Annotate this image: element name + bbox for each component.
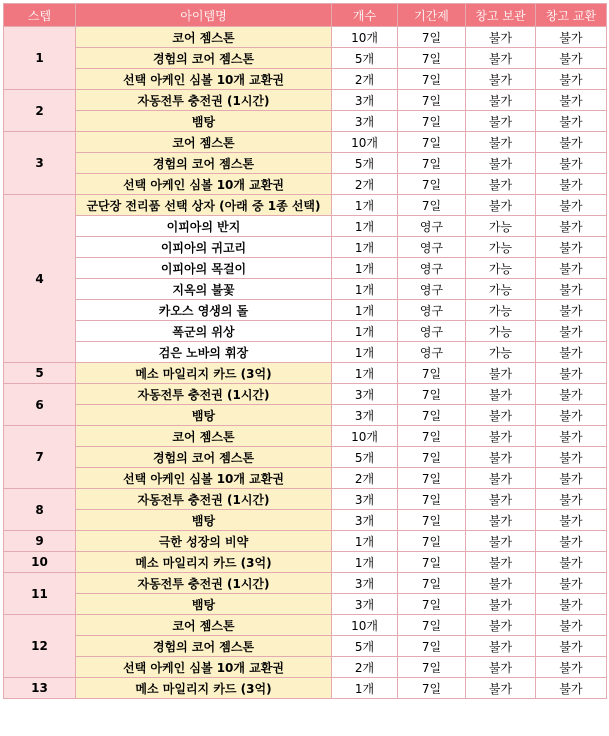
item-name-cell: 코어 젬스톤 xyxy=(76,615,332,636)
exchange-cell: 불가 xyxy=(536,216,607,237)
reward-table xyxy=(3,3,607,699)
storage-cell: 불가 xyxy=(466,405,536,426)
count-cell: 3개 xyxy=(332,111,398,132)
table-row xyxy=(4,489,607,510)
item-name-cell: 뱀탕 xyxy=(76,111,332,132)
item-name-cell: 선택 아케인 심볼 10개 교환권 xyxy=(76,468,332,489)
exchange-cell: 불가 xyxy=(536,258,607,279)
storage-cell: 불가 xyxy=(466,510,536,531)
storage-cell: 가능 xyxy=(466,321,536,342)
item-name-cell: 경험의 코어 젬스톤 xyxy=(76,48,332,69)
period-cell: 영구 xyxy=(398,279,466,300)
storage-cell: 불가 xyxy=(466,531,536,552)
step-number-cell: 12 xyxy=(4,615,76,678)
exchange-cell: 불가 xyxy=(536,48,607,69)
count-cell: 3개 xyxy=(332,573,398,594)
item-name-cell: 코어 젬스톤 xyxy=(76,132,332,153)
table-row xyxy=(4,132,607,153)
period-cell: 7일 xyxy=(398,90,466,111)
item-name-cell: 지옥의 불꽃 xyxy=(76,279,332,300)
item-name-cell: 선택 아케인 심볼 10개 교환권 xyxy=(76,657,332,678)
storage-cell: 가능 xyxy=(466,279,536,300)
count-cell: 3개 xyxy=(332,405,398,426)
step-number-cell: 9 xyxy=(4,531,76,552)
step-number-cell: 11 xyxy=(4,573,76,615)
item-name-cell: 극한 성장의 비약 xyxy=(76,531,332,552)
exchange-cell: 불가 xyxy=(536,594,607,615)
exchange-cell: 불가 xyxy=(536,405,607,426)
storage-cell: 불가 xyxy=(466,426,536,447)
exchange-cell: 불가 xyxy=(536,300,607,321)
period-cell: 7일 xyxy=(398,636,466,657)
count-cell: 1개 xyxy=(332,258,398,279)
count-cell: 10개 xyxy=(332,426,398,447)
item-name-cell: 경험의 코어 젬스톤 xyxy=(76,447,332,468)
period-cell: 7일 xyxy=(398,594,466,615)
item-name-cell: 검은 노바의 휘장 xyxy=(76,342,332,363)
period-cell: 7일 xyxy=(398,405,466,426)
count-cell: 1개 xyxy=(332,237,398,258)
period-cell: 7일 xyxy=(398,48,466,69)
exchange-cell: 불가 xyxy=(536,279,607,300)
exchange-cell: 불가 xyxy=(536,531,607,552)
storage-cell: 불가 xyxy=(466,195,536,216)
period-cell: 7일 xyxy=(398,552,466,573)
table-row xyxy=(4,678,607,699)
item-name-cell: 자동전투 충전권 (1시간) xyxy=(76,573,332,594)
storage-cell: 불가 xyxy=(466,552,536,573)
item-name-cell: 자동전투 충전권 (1시간) xyxy=(76,384,332,405)
table-row xyxy=(4,195,607,216)
period-cell: 7일 xyxy=(398,510,466,531)
table-row xyxy=(4,405,607,426)
storage-cell: 가능 xyxy=(466,258,536,279)
table-row xyxy=(4,426,607,447)
period-cell: 7일 xyxy=(398,426,466,447)
count-cell: 5개 xyxy=(332,636,398,657)
period-cell: 7일 xyxy=(398,153,466,174)
item-name-cell: 코어 젬스톤 xyxy=(76,426,332,447)
period-cell: 영구 xyxy=(398,342,466,363)
storage-cell: 불가 xyxy=(466,615,536,636)
table-row xyxy=(4,573,607,594)
item-name-cell: 자동전투 충전권 (1시간) xyxy=(76,489,332,510)
item-name-cell: 경험의 코어 젬스톤 xyxy=(76,153,332,174)
table-row xyxy=(4,111,607,132)
count-cell: 1개 xyxy=(332,342,398,363)
period-cell: 7일 xyxy=(398,111,466,132)
exchange-cell: 불가 xyxy=(536,174,607,195)
exchange-cell: 불가 xyxy=(536,363,607,384)
step-number-cell: 1 xyxy=(4,27,76,90)
header-storage: 창고 보관 xyxy=(466,4,536,27)
exchange-cell: 불가 xyxy=(536,111,607,132)
period-cell: 영구 xyxy=(398,258,466,279)
exchange-cell: 불가 xyxy=(536,153,607,174)
storage-cell: 불가 xyxy=(466,384,536,405)
exchange-cell: 불가 xyxy=(536,510,607,531)
exchange-cell: 불가 xyxy=(536,321,607,342)
table-row xyxy=(4,279,607,300)
exchange-cell: 불가 xyxy=(536,132,607,153)
exchange-cell: 불가 xyxy=(536,678,607,699)
table-row xyxy=(4,531,607,552)
step-number-cell: 3 xyxy=(4,132,76,195)
table-row xyxy=(4,615,607,636)
item-name-cell: 코어 젬스톤 xyxy=(76,27,332,48)
header-item-name: 아이템명 xyxy=(76,4,332,27)
exchange-cell: 불가 xyxy=(536,573,607,594)
item-name-cell: 뱀탕 xyxy=(76,510,332,531)
period-cell: 영구 xyxy=(398,237,466,258)
table-row xyxy=(4,258,607,279)
storage-cell: 불가 xyxy=(466,48,536,69)
table-row xyxy=(4,174,607,195)
period-cell: 7일 xyxy=(398,363,466,384)
table-row xyxy=(4,636,607,657)
period-cell: 7일 xyxy=(398,174,466,195)
table-row xyxy=(4,27,607,48)
item-name-cell: 메소 마일리지 카드 (3억) xyxy=(76,552,332,573)
table-row xyxy=(4,90,607,111)
table-row xyxy=(4,510,607,531)
count-cell: 2개 xyxy=(332,468,398,489)
exchange-cell: 불가 xyxy=(536,426,607,447)
period-cell: 7일 xyxy=(398,657,466,678)
count-cell: 2개 xyxy=(332,657,398,678)
item-name-cell: 뱀탕 xyxy=(76,405,332,426)
table-row xyxy=(4,447,607,468)
count-cell: 10개 xyxy=(332,132,398,153)
step-number-cell: 4 xyxy=(4,195,76,363)
exchange-cell: 불가 xyxy=(536,615,607,636)
count-cell: 1개 xyxy=(332,321,398,342)
storage-cell: 불가 xyxy=(466,27,536,48)
item-name-cell: 자동전투 충전권 (1시간) xyxy=(76,90,332,111)
storage-cell: 불가 xyxy=(466,69,536,90)
storage-cell: 가능 xyxy=(466,342,536,363)
header-row xyxy=(4,4,607,27)
header-step: 스텝 xyxy=(4,4,76,27)
count-cell: 3개 xyxy=(332,90,398,111)
exchange-cell: 불가 xyxy=(536,489,607,510)
period-cell: 7일 xyxy=(398,69,466,90)
storage-cell: 불가 xyxy=(466,636,536,657)
period-cell: 7일 xyxy=(398,27,466,48)
count-cell: 2개 xyxy=(332,174,398,195)
item-name-cell: 군단장 전리품 선택 상자 (아래 중 1종 선택) xyxy=(76,195,332,216)
item-name-cell: 카오스 영생의 돌 xyxy=(76,300,332,321)
count-cell: 10개 xyxy=(332,615,398,636)
item-name-cell: 이피아의 귀고리 xyxy=(76,237,332,258)
item-name-cell: 경험의 코어 젬스톤 xyxy=(76,636,332,657)
exchange-cell: 불가 xyxy=(536,657,607,678)
table-row xyxy=(4,69,607,90)
table-row xyxy=(4,300,607,321)
count-cell: 2개 xyxy=(332,69,398,90)
header-exchange: 창고 교환 xyxy=(536,4,607,27)
step-number-cell: 7 xyxy=(4,426,76,489)
item-name-cell: 이피아의 반지 xyxy=(76,216,332,237)
table-row xyxy=(4,657,607,678)
storage-cell: 가능 xyxy=(466,300,536,321)
count-cell: 5개 xyxy=(332,447,398,468)
exchange-cell: 불가 xyxy=(536,447,607,468)
exchange-cell: 불가 xyxy=(536,195,607,216)
item-name-cell: 선택 아케인 심볼 10개 교환권 xyxy=(76,174,332,195)
storage-cell: 불가 xyxy=(466,447,536,468)
period-cell: 7일 xyxy=(398,573,466,594)
count-cell: 1개 xyxy=(332,195,398,216)
table-row xyxy=(4,237,607,258)
table-row xyxy=(4,216,607,237)
count-cell: 1개 xyxy=(332,552,398,573)
table-row xyxy=(4,342,607,363)
item-name-cell: 폭군의 위상 xyxy=(76,321,332,342)
header-period: 기간제 xyxy=(398,4,466,27)
count-cell: 10개 xyxy=(332,27,398,48)
storage-cell: 불가 xyxy=(466,468,536,489)
item-name-cell: 메소 마일리지 카드 (3억) xyxy=(76,678,332,699)
period-cell: 7일 xyxy=(398,468,466,489)
period-cell: 영구 xyxy=(398,321,466,342)
count-cell: 1개 xyxy=(332,300,398,321)
table-row xyxy=(4,153,607,174)
table-row xyxy=(4,594,607,615)
storage-cell: 불가 xyxy=(466,111,536,132)
count-cell: 1개 xyxy=(332,279,398,300)
storage-cell: 불가 xyxy=(466,678,536,699)
header-count: 개수 xyxy=(332,4,398,27)
period-cell: 영구 xyxy=(398,216,466,237)
storage-cell: 가능 xyxy=(466,216,536,237)
period-cell: 7일 xyxy=(398,678,466,699)
exchange-cell: 불가 xyxy=(536,552,607,573)
table-row xyxy=(4,468,607,489)
count-cell: 1개 xyxy=(332,678,398,699)
item-name-cell: 뱀탕 xyxy=(76,594,332,615)
storage-cell: 불가 xyxy=(466,594,536,615)
storage-cell: 불가 xyxy=(466,174,536,195)
step-number-cell: 5 xyxy=(4,363,76,384)
count-cell: 3개 xyxy=(332,489,398,510)
count-cell: 5개 xyxy=(332,48,398,69)
period-cell: 7일 xyxy=(398,384,466,405)
exchange-cell: 불가 xyxy=(536,384,607,405)
storage-cell: 가능 xyxy=(466,237,536,258)
step-number-cell: 2 xyxy=(4,90,76,132)
count-cell: 5개 xyxy=(332,153,398,174)
storage-cell: 불가 xyxy=(466,90,536,111)
storage-cell: 불가 xyxy=(466,363,536,384)
storage-cell: 불가 xyxy=(466,657,536,678)
table-row xyxy=(4,552,607,573)
exchange-cell: 불가 xyxy=(536,237,607,258)
step-number-cell: 8 xyxy=(4,489,76,531)
period-cell: 7일 xyxy=(398,195,466,216)
count-cell: 1개 xyxy=(332,531,398,552)
exchange-cell: 불가 xyxy=(536,636,607,657)
step-number-cell: 13 xyxy=(4,678,76,699)
period-cell: 7일 xyxy=(398,531,466,552)
exchange-cell: 불가 xyxy=(536,342,607,363)
period-cell: 영구 xyxy=(398,300,466,321)
storage-cell: 불가 xyxy=(466,573,536,594)
step-number-cell: 10 xyxy=(4,552,76,573)
storage-cell: 불가 xyxy=(466,132,536,153)
storage-cell: 불가 xyxy=(466,489,536,510)
period-cell: 7일 xyxy=(398,132,466,153)
item-name-cell: 선택 아케인 심볼 10개 교환권 xyxy=(76,69,332,90)
item-name-cell: 메소 마일리지 카드 (3억) xyxy=(76,363,332,384)
count-cell: 3개 xyxy=(332,594,398,615)
exchange-cell: 불가 xyxy=(536,69,607,90)
step-number-cell: 6 xyxy=(4,384,76,426)
storage-cell: 불가 xyxy=(466,153,536,174)
count-cell: 3개 xyxy=(332,384,398,405)
table-row xyxy=(4,363,607,384)
item-name-cell: 이피아의 목걸이 xyxy=(76,258,332,279)
count-cell: 1개 xyxy=(332,216,398,237)
exchange-cell: 불가 xyxy=(536,27,607,48)
exchange-cell: 불가 xyxy=(536,90,607,111)
count-cell: 3개 xyxy=(332,510,398,531)
table-row xyxy=(4,321,607,342)
table-body xyxy=(4,27,607,699)
table-row xyxy=(4,384,607,405)
period-cell: 7일 xyxy=(398,447,466,468)
period-cell: 7일 xyxy=(398,489,466,510)
count-cell: 1개 xyxy=(332,363,398,384)
exchange-cell: 불가 xyxy=(536,468,607,489)
period-cell: 7일 xyxy=(398,615,466,636)
table-header xyxy=(4,4,607,27)
table-row xyxy=(4,48,607,69)
